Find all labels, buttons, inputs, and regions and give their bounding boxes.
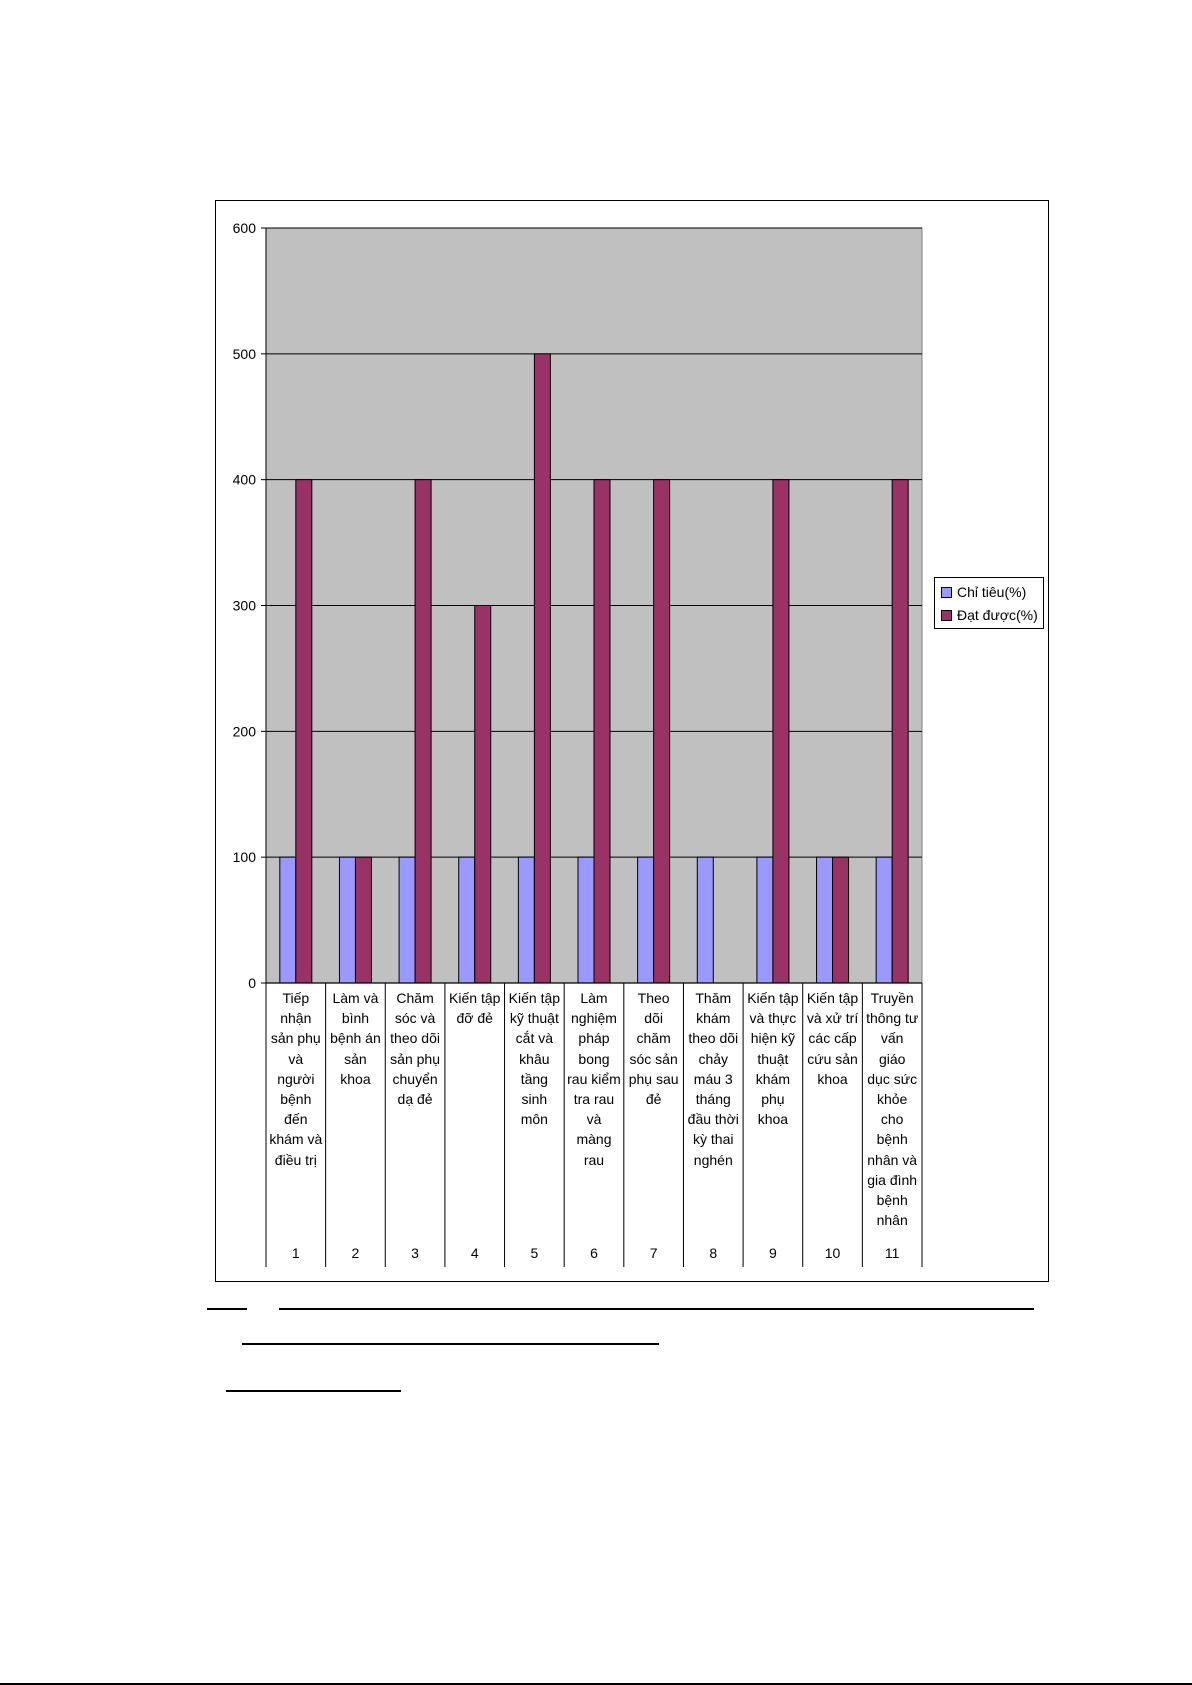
category-number-11: 11 <box>884 1245 900 1261</box>
y-tick-label-600: 600 <box>232 220 256 236</box>
bar-series-0-cat-1 <box>280 857 296 983</box>
bar-series-1-cat-7 <box>654 480 670 983</box>
category-number-4: 4 <box>470 1245 479 1261</box>
bar-series-1-cat-3 <box>415 480 431 983</box>
bar-series-0-cat-3 <box>399 857 415 983</box>
y-tick-label-300: 300 <box>232 597 256 614</box>
category-number-8: 8 <box>709 1245 718 1261</box>
category-number-3: 3 <box>411 1245 419 1261</box>
bar-series-0-cat-10 <box>817 857 833 983</box>
category-number-7: 7 <box>649 1245 658 1261</box>
bar-series-0-cat-11 <box>876 857 892 983</box>
category-number-9: 9 <box>768 1245 777 1261</box>
underline-rule-3 <box>226 1390 401 1392</box>
category-label-5: Kiến tập kỹ thuật cắt và khâu tầng sinh môn <box>508 990 561 1128</box>
category-label-10: Kiến tập và xử trí các cấp cứu sản khoa <box>806 990 859 1087</box>
bar-series-0-cat-9 <box>757 857 773 983</box>
category-label-8: Thăm khám theo dõi chảy máu 3 tháng đầu thời kỳ thai nghén <box>687 990 739 1168</box>
legend-entry-series-1 <box>941 606 1038 624</box>
bar-series-0-cat-6 <box>578 857 594 983</box>
bar-series-0-cat-5 <box>518 857 534 983</box>
legend-label-series-1: Đạt được(%) <box>957 607 1038 623</box>
category-label-2: Làm và bình bệnh án sản khoa <box>330 990 381 1087</box>
y-tick-label-500: 500 <box>232 345 256 362</box>
legend <box>934 577 1044 629</box>
bar-series-1-cat-6 <box>594 480 610 983</box>
legend-swatch-series-0 <box>941 587 952 598</box>
category-number-2: 2 <box>351 1245 360 1261</box>
underline-rule-2 <box>242 1343 659 1345</box>
y-tick-label-400: 400 <box>232 471 256 488</box>
bar-series-1-cat-2 <box>355 857 371 983</box>
y-tick-label-0: 0 <box>248 975 256 991</box>
category-label-6: Làm nghiệm pháp bong rau kiểm tra rau và màng rau <box>567 990 621 1168</box>
bar-series-1-cat-9 <box>773 480 789 983</box>
legend-swatch-series-1 <box>941 610 952 621</box>
category-label-9: Kiến tập và thực hiện kỹ thuật khám phụ khoa <box>747 990 799 1128</box>
legend-label-series-0: Chỉ tiêu(%) <box>957 584 1027 600</box>
category-label-7: Theo dõi chăm sóc sản phụ sau đẻ <box>628 990 679 1108</box>
underline-rule-1b <box>279 1308 1034 1310</box>
bar-series-1-cat-5 <box>534 354 550 983</box>
category-label-1: Tiếp nhận sản phụ và người bệnh đến khám và điều trị <box>269 990 323 1168</box>
category-label-11: Truyền thông tư vấn giáo dục sức khỏe cho bệnh nhân và gia đình bệnh nhân <box>866 990 919 1229</box>
y-tick-label-200: 200 <box>232 723 256 740</box>
category-number-1: 1 <box>291 1245 300 1261</box>
underline-rule-1a <box>207 1308 247 1310</box>
bar-series-0-cat-8 <box>697 857 713 983</box>
bar-series-0-cat-4 <box>459 857 475 983</box>
legend-entry-series-0 <box>941 583 1026 601</box>
category-number-6: 6 <box>590 1245 598 1261</box>
bar-series-0-cat-2 <box>339 857 355 983</box>
bar-series-1-cat-11 <box>892 480 908 983</box>
bar-series-1-cat-1 <box>296 480 312 983</box>
category-number-5: 5 <box>530 1245 539 1261</box>
bar-series-1-cat-10 <box>833 857 849 983</box>
bar-series-1-cat-4 <box>475 606 491 984</box>
category-label-4: Kiến tập đỡ đẻ <box>449 990 501 1027</box>
category-number-10: 10 <box>824 1245 841 1261</box>
category-label-3: Chăm sóc và theo dõi sản phụ chuyển dạ đẻ <box>390 990 440 1108</box>
y-tick-label-100: 100 <box>232 849 256 866</box>
bar-series-0-cat-7 <box>638 857 654 983</box>
